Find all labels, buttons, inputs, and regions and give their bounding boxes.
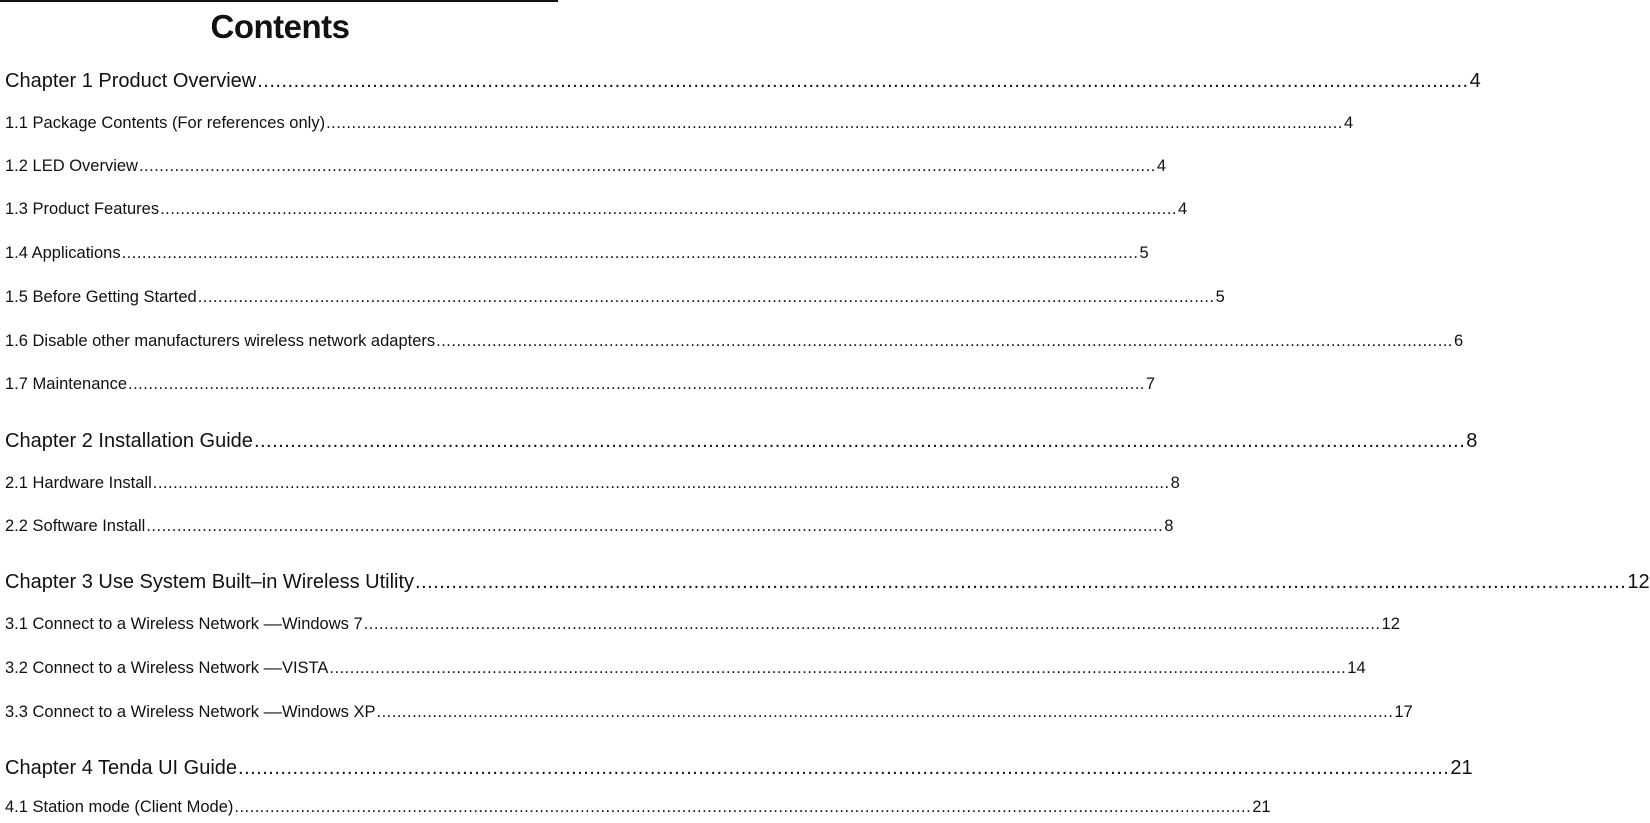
toc-entry-label: 1.2 LED Overview xyxy=(5,157,138,175)
dot-leader: ........................................................................................................................................................................................................ xyxy=(376,703,1394,721)
toc-entry-label: 4.1 Station mode (Client Mode) xyxy=(5,798,234,816)
toc-entry-label: 1.3 Product Features xyxy=(5,200,160,218)
toc-entry-page: 14 xyxy=(1347,659,1366,677)
toc-entry-label: 3.2 Connect to a Wireless Network ––VISTA xyxy=(5,659,329,677)
toc-entry-label: Chapter 1 Product Overview xyxy=(5,70,257,92)
toc-entry[interactable] xyxy=(5,474,1180,493)
toc-entry[interactable] xyxy=(5,703,1413,722)
toc-entry[interactable] xyxy=(5,200,1188,219)
dot-leader: ........................................................................................................................................................................................................ xyxy=(138,157,1156,175)
toc-entry-label: 1.6 Disable other manufacturers wireless network adapters xyxy=(5,332,436,350)
dot-leader: ........................................................................................................................................................................................................ xyxy=(415,571,1627,593)
dot-leader: ........................................................................................................................................................................................................ xyxy=(146,517,1164,535)
toc-entry-label: 2.2 Software Install xyxy=(5,517,146,535)
toc-entry-label: 2.1 Hardware Install xyxy=(5,474,152,492)
toc-entry-page: 8 xyxy=(1164,517,1174,535)
toc-entry-page: 12 xyxy=(1627,571,1650,593)
toc-entry[interactable] xyxy=(5,659,1366,678)
toc-entry-label: Chapter 4 Tenda UI Guide xyxy=(5,757,238,779)
dot-leader: ........................................................................................................................................................................................................ xyxy=(363,615,1381,633)
toc-entry-page: 5 xyxy=(1215,288,1225,306)
dot-leader: ........................................................................................................................................................................................................ xyxy=(238,757,1450,779)
toc-entry[interactable] xyxy=(5,571,1650,594)
toc-entry-label: Chapter 3 Use System Built–in Wireless Utility xyxy=(5,571,415,593)
toc-entry[interactable] xyxy=(5,757,1473,780)
toc-entry-page: 4 xyxy=(1343,114,1354,132)
dot-leader: ........................................................................................................................................................................................................ xyxy=(152,474,1170,492)
dot-leader: ........................................................................................................................................................................................................ xyxy=(329,659,1347,677)
toc-entry-label: 1.7 Maintenance xyxy=(5,375,128,393)
toc-entry[interactable] xyxy=(5,114,1354,133)
toc-entry[interactable] xyxy=(5,288,1225,307)
toc-entry-page: 12 xyxy=(1381,615,1400,633)
toc-entry-page: 8 xyxy=(1466,430,1478,452)
toc-entry-label: 3.1 Connect to a Wireless Network ––Windows 7 xyxy=(5,615,363,633)
toc-entry-label: 3.3 Connect to a Wireless Network ––Windows XP xyxy=(5,703,376,721)
toc-entry-label: 1.1 Package Contents (For references only) xyxy=(5,114,326,132)
dot-leader: ........................................................................................................................................................................................................ xyxy=(160,200,1177,218)
page-title: Contents xyxy=(210,8,350,45)
toc-entry-page: 21 xyxy=(1252,798,1271,816)
toc-entry[interactable] xyxy=(5,70,1481,93)
toc-entry[interactable] xyxy=(5,615,1400,634)
top-rule xyxy=(0,0,558,2)
toc-entry-page: 17 xyxy=(1394,703,1413,721)
toc-entry[interactable] xyxy=(5,798,1271,817)
dot-leader: ........................................................................................................................................................................................................ xyxy=(121,244,1139,262)
dot-leader: ........................................................................................................................................................................................................ xyxy=(234,798,1252,816)
toc-entry[interactable] xyxy=(5,375,1156,394)
toc-entry-page: 6 xyxy=(1453,332,1464,350)
dot-leader: ........................................................................................................................................................................................................ xyxy=(257,70,1469,92)
dot-leader: ........................................................................................................................................................................................................ xyxy=(197,288,1215,306)
toc-entry-label: 1.4 Applications xyxy=(5,244,121,262)
dot-leader: ........................................................................................................................................................................................................ xyxy=(128,375,1145,393)
toc-entry-page: 21 xyxy=(1450,757,1473,779)
toc-entry[interactable] xyxy=(5,244,1149,263)
toc-entry[interactable] xyxy=(5,517,1174,536)
toc-entry-label: Chapter 2 Installation Guide xyxy=(5,430,253,452)
dot-leader: ........................................................................................................................................................................................................ xyxy=(326,114,1343,132)
toc-entry-page: 8 xyxy=(1170,474,1180,492)
toc-entry-page: 7 xyxy=(1145,375,1156,393)
toc-entry[interactable] xyxy=(5,430,1478,453)
toc-entry-page: 4 xyxy=(1156,157,1167,175)
toc-entry[interactable] xyxy=(5,332,1464,351)
toc-entry-label: 1.5 Before Getting Started xyxy=(5,288,197,306)
toc-entry-page: 5 xyxy=(1139,244,1149,262)
dot-leader: ........................................................................................................................................................................................................ xyxy=(253,430,1466,452)
toc-entry[interactable] xyxy=(5,157,1167,176)
toc-entry-page: 4 xyxy=(1469,70,1481,92)
toc-entry-page: 4 xyxy=(1177,200,1188,218)
dot-leader: ........................................................................................................................................................................................................ xyxy=(436,332,1453,350)
